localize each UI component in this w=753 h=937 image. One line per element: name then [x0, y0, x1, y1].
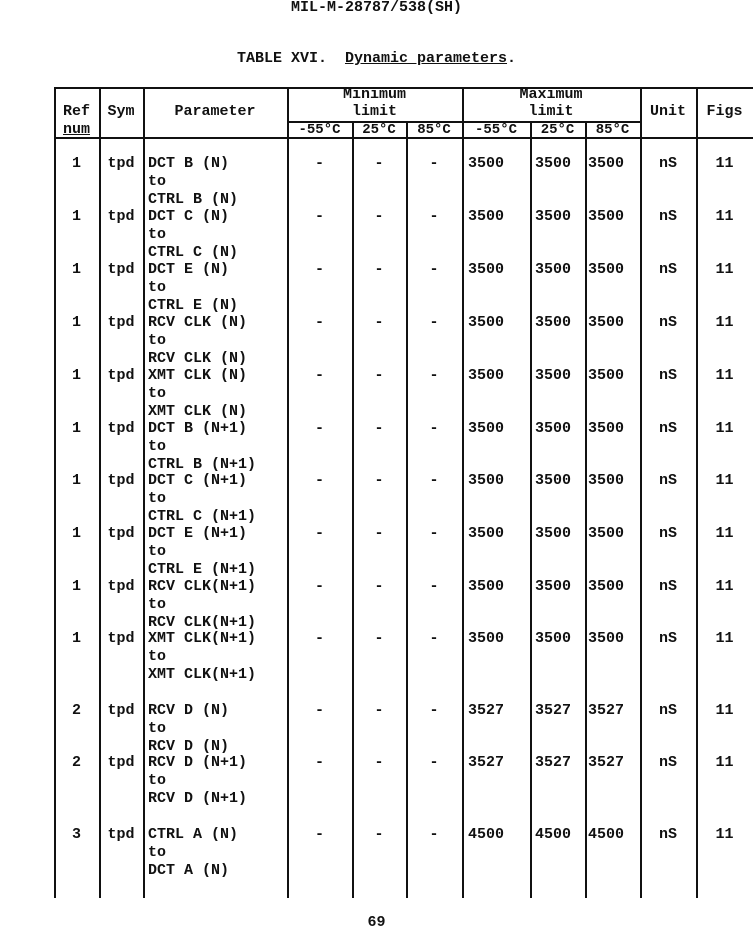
row-unit: nS — [658, 472, 677, 489]
row-min-value: - — [314, 367, 324, 384]
row-parameter-line: XMT CLK (N) — [148, 367, 248, 384]
row-min-value: - — [314, 261, 324, 278]
row-max-value: 3500 — [535, 420, 572, 437]
row-min-value: - — [374, 314, 384, 331]
row-parameter-line: to — [148, 279, 167, 296]
row-ref: 1 — [71, 367, 81, 384]
row-max-value: 3500 — [468, 420, 505, 437]
row-min-value: - — [314, 420, 324, 437]
row-min-value: - — [374, 420, 384, 437]
row-parameter-line: DCT E (N+1) — [148, 525, 248, 542]
row-parameter-line: to — [148, 332, 167, 349]
row-min-value: - — [429, 155, 439, 172]
row-max-value: 3500 — [535, 155, 572, 172]
row-min-value: - — [429, 367, 439, 384]
row-min-value: - — [429, 208, 439, 225]
header-minimum: Minimum — [342, 86, 406, 103]
row-parameter-line: to — [148, 226, 167, 243]
row-parameter-line: to — [148, 385, 167, 402]
row-unit: nS — [658, 754, 677, 771]
row-min-value: - — [314, 525, 324, 542]
row-ref: 1 — [71, 472, 81, 489]
row-parameter-line: CTRL C (N+1) — [148, 508, 257, 525]
row-max-value: 3500 — [588, 314, 625, 331]
row-sym: tpd — [107, 208, 135, 225]
row-min-value: - — [429, 525, 439, 542]
column-rule — [406, 121, 408, 898]
column-rule — [585, 121, 587, 898]
row-parameter-line: XMT CLK(N+1) — [148, 666, 257, 683]
row-parameter-line: RCV D (N) — [148, 738, 230, 755]
header-maximum: Maximum — [519, 86, 583, 103]
row-parameter-line: RCV CLK(N+1) — [148, 614, 257, 631]
row-max-value: 4500 — [535, 826, 572, 843]
row-figs: 11 — [715, 525, 734, 542]
row-parameter-line: to — [148, 648, 167, 665]
row-max-value: 3500 — [588, 367, 625, 384]
row-parameter-line: DCT E (N) — [148, 261, 230, 278]
header-maximum-limit: limit — [528, 103, 574, 120]
header-unit: Unit — [649, 103, 686, 120]
row-parameter-line: RCV D (N) — [148, 702, 230, 719]
header-ref: Ref — [62, 103, 90, 120]
row-min-value: - — [374, 578, 384, 595]
row-min-value: - — [429, 826, 439, 843]
header-figs: Figs — [706, 103, 743, 120]
row-max-value: 3500 — [535, 261, 572, 278]
row-min-value: - — [314, 578, 324, 595]
row-ref: 1 — [71, 630, 81, 647]
row-parameter-line: to — [148, 772, 167, 789]
row-sym: tpd — [107, 367, 135, 384]
row-sym: tpd — [107, 155, 135, 172]
row-parameter-line: DCT B (N) — [148, 155, 230, 172]
row-ref: 3 — [71, 826, 81, 843]
row-max-value: 3500 — [468, 578, 505, 595]
row-parameter-line: DCT A (N) — [148, 862, 230, 879]
row-max-value: 3527 — [588, 702, 625, 719]
row-min-value: - — [374, 630, 384, 647]
row-parameter-line: CTRL C (N) — [148, 244, 239, 261]
row-max-value: 3500 — [468, 525, 505, 542]
row-parameter-line: to — [148, 720, 167, 737]
row-max-value: 3500 — [468, 314, 505, 331]
row-max-value: 3500 — [468, 155, 505, 172]
row-unit: nS — [658, 525, 677, 542]
header-parameter: Parameter — [174, 103, 256, 120]
row-min-value: - — [314, 826, 324, 843]
row-sym: tpd — [107, 754, 135, 771]
row-min-value: - — [374, 525, 384, 542]
row-unit: nS — [658, 826, 677, 843]
row-ref: 1 — [71, 261, 81, 278]
row-max-value: 3500 — [588, 155, 625, 172]
row-parameter-line: CTRL B (N+1) — [148, 456, 257, 473]
row-parameter-line: XMT CLK(N+1) — [148, 630, 257, 647]
row-parameter-line: CTRL A (N) — [148, 826, 239, 843]
row-unit: nS — [658, 630, 677, 647]
row-min-value: - — [429, 630, 439, 647]
header-sym: Sym — [107, 103, 135, 120]
row-max-value: 3500 — [535, 314, 572, 331]
row-sym: tpd — [107, 420, 135, 437]
row-unit: nS — [658, 420, 677, 437]
row-figs: 11 — [715, 208, 734, 225]
row-parameter-line: XMT CLK (N) — [148, 403, 248, 420]
row-min-value: - — [314, 472, 324, 489]
row-min-value: - — [429, 261, 439, 278]
row-parameter-line: RCV CLK (N) — [148, 314, 248, 331]
row-ref: 1 — [71, 525, 81, 542]
row-figs: 11 — [715, 754, 734, 771]
row-ref: 1 — [71, 578, 81, 595]
row-min-value: - — [374, 702, 384, 719]
row-figs: 11 — [715, 367, 734, 384]
row-parameter-line: RCV D (N+1) — [148, 790, 248, 807]
row-figs: 11 — [715, 630, 734, 647]
row-parameter-line: RCV D (N+1) — [148, 754, 248, 771]
row-max-value: 3500 — [535, 367, 572, 384]
row-sym: tpd — [107, 578, 135, 595]
row-ref: 2 — [71, 702, 81, 719]
row-unit: nS — [658, 367, 677, 384]
row-unit: nS — [658, 578, 677, 595]
row-max-value: 3500 — [468, 472, 505, 489]
row-min-value: - — [374, 754, 384, 771]
row-parameter-line: CTRL E (N+1) — [148, 561, 257, 578]
row-parameter-line: DCT B (N+1) — [148, 420, 248, 437]
row-max-value: 3500 — [468, 208, 505, 225]
row-max-value: 4500 — [588, 826, 625, 843]
row-max-value: 3500 — [588, 420, 625, 437]
row-min-value: - — [374, 261, 384, 278]
row-parameter-line: to — [148, 596, 167, 613]
row-parameter-line: to — [148, 438, 167, 455]
row-min-value: - — [314, 155, 324, 172]
row-max-value: 3500 — [535, 208, 572, 225]
row-figs: 11 — [715, 578, 734, 595]
row-min-value: - — [314, 208, 324, 225]
row-unit: nS — [658, 155, 677, 172]
row-max-value: 3527 — [535, 754, 572, 771]
column-rule — [530, 121, 532, 898]
row-ref: 1 — [71, 314, 81, 331]
row-figs: 11 — [715, 155, 734, 172]
table-title — [0, 50, 753, 67]
page-number: 69 — [367, 914, 386, 931]
row-min-value: - — [429, 420, 439, 437]
row-unit: nS — [658, 261, 677, 278]
row-ref: 2 — [71, 754, 81, 771]
row-min-value: - — [429, 472, 439, 489]
row-min-value: - — [374, 826, 384, 843]
row-sym: tpd — [107, 630, 135, 647]
row-figs: 11 — [715, 826, 734, 843]
row-max-value: 3500 — [468, 630, 505, 647]
row-max-value: 3500 — [535, 472, 572, 489]
row-min-value: - — [314, 754, 324, 771]
row-max-value: 3500 — [468, 261, 505, 278]
row-parameter-line: RCV CLK (N) — [148, 350, 248, 367]
row-min-value: - — [374, 367, 384, 384]
table-title-suffix: . — [507, 50, 517, 67]
row-sym: tpd — [107, 261, 135, 278]
row-sym: tpd — [107, 525, 135, 542]
row-sym: tpd — [107, 826, 135, 843]
header-min-temp: -55°C — [298, 122, 341, 138]
table-title-prefix: TABLE XVI. — [236, 50, 327, 67]
row-figs: 11 — [715, 472, 734, 489]
row-max-value: 3500 — [535, 630, 572, 647]
row-max-value: 3527 — [468, 754, 505, 771]
row-max-value: 3500 — [535, 525, 572, 542]
column-rule — [352, 121, 354, 898]
row-min-value: - — [429, 702, 439, 719]
row-min-value: - — [374, 472, 384, 489]
row-min-value: - — [374, 208, 384, 225]
row-max-value: 3527 — [588, 754, 625, 771]
header-max-temp: 85°C — [595, 122, 630, 138]
row-max-value: 3500 — [468, 367, 505, 384]
row-ref: 1 — [71, 420, 81, 437]
row-max-value: 4500 — [468, 826, 505, 843]
row-min-value: - — [314, 630, 324, 647]
row-parameter-line: DCT C (N) — [148, 208, 230, 225]
row-max-value: 3527 — [535, 702, 572, 719]
row-min-value: - — [429, 314, 439, 331]
row-parameter-line: to — [148, 490, 167, 507]
header-max-temp: 25°C — [540, 122, 575, 138]
row-ref: 1 — [71, 155, 81, 172]
row-parameter-line: CTRL E (N) — [148, 297, 239, 314]
row-ref: 1 — [71, 208, 81, 225]
header-min-temp: 85°C — [417, 122, 451, 138]
row-min-value: - — [429, 754, 439, 771]
row-parameter-line: CTRL B (N) — [148, 191, 239, 208]
row-min-value: - — [314, 702, 324, 719]
row-max-value: 3500 — [588, 261, 625, 278]
row-figs: 11 — [715, 702, 734, 719]
row-min-value: - — [429, 578, 439, 595]
row-parameter-line: to — [148, 543, 167, 560]
row-sym: tpd — [107, 314, 135, 331]
row-max-value: 3500 — [588, 578, 625, 595]
row-max-value: 3527 — [468, 702, 505, 719]
row-sym: tpd — [107, 472, 135, 489]
header-num: num — [62, 121, 90, 138]
header-minimum-limit: limit — [351, 103, 397, 120]
row-unit: nS — [658, 314, 677, 331]
row-unit: nS — [658, 208, 677, 225]
row-parameter-line: DCT C (N+1) — [148, 472, 248, 489]
row-parameter-line: to — [148, 173, 167, 190]
header-max-temp: -55°C — [474, 122, 517, 138]
row-max-value: 3500 — [535, 578, 572, 595]
row-min-value: - — [314, 314, 324, 331]
row-max-value: 3500 — [588, 208, 625, 225]
row-max-value: 3500 — [588, 472, 625, 489]
table-title-caption: Dynamic parameters — [344, 50, 508, 67]
row-max-value: 3500 — [588, 630, 625, 647]
row-parameter-line: RCV CLK(N+1) — [148, 578, 257, 595]
row-unit: nS — [658, 702, 677, 719]
row-figs: 11 — [715, 261, 734, 278]
document-id: MIL-M-28787/538(SH) — [290, 0, 463, 16]
row-max-value: 3500 — [588, 525, 625, 542]
row-min-value: - — [374, 155, 384, 172]
header-min-temp: 25°C — [362, 122, 396, 138]
row-figs: 11 — [715, 420, 734, 437]
row-sym: tpd — [107, 702, 135, 719]
row-figs: 11 — [715, 314, 734, 331]
row-parameter-line: to — [148, 844, 167, 861]
